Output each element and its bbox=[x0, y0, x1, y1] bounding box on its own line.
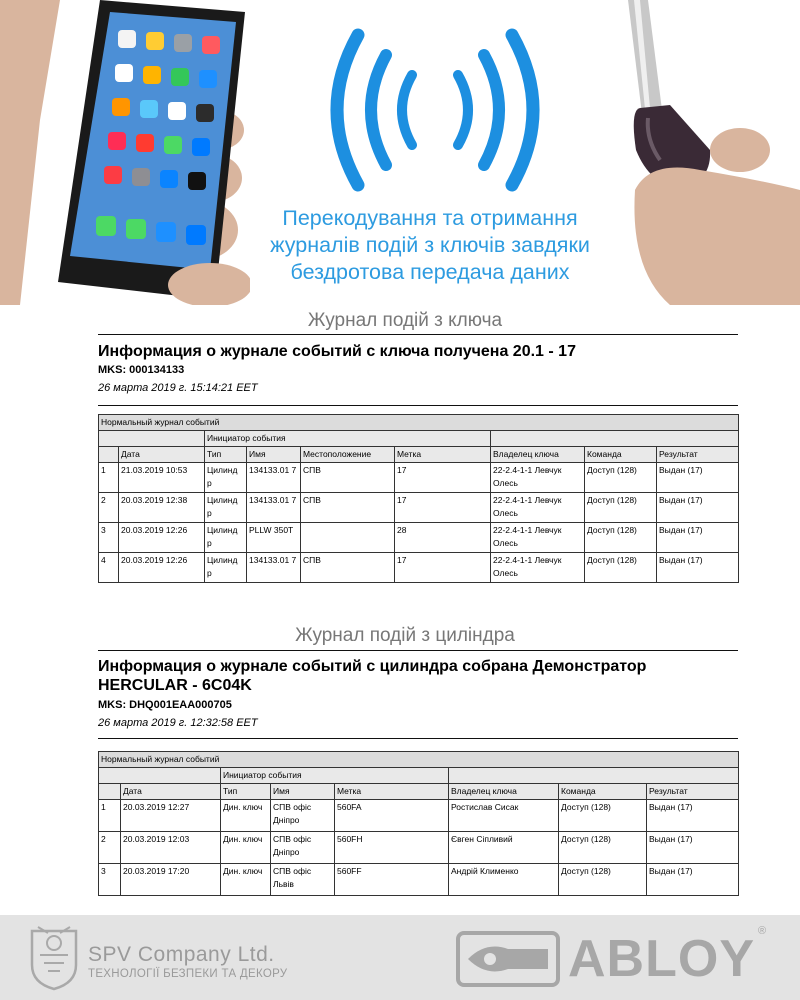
hero-banner bbox=[0, 0, 800, 305]
table-row bbox=[99, 493, 739, 523]
table-cell: Дин. ключ bbox=[221, 832, 271, 864]
divider bbox=[98, 650, 738, 651]
spv-tagline: ТЕХНОЛОГІЇ БЕЗПЕКИ ТА ДЕКОРУ bbox=[88, 968, 288, 980]
column-header: Метка bbox=[395, 447, 491, 463]
table-cell: 1 bbox=[99, 463, 119, 493]
key-log-heading: Журнал подій з ключа bbox=[307, 310, 503, 331]
table-row bbox=[99, 864, 739, 896]
table-cell: Цилинд р bbox=[205, 523, 247, 553]
table-cell: 2 bbox=[99, 832, 121, 864]
table-cell: СПВ офіс Дніпро bbox=[271, 800, 335, 832]
table-cell: 3 bbox=[99, 864, 121, 896]
table-row bbox=[99, 463, 739, 493]
table-group-row bbox=[99, 431, 739, 447]
table-cell: 20.03.2019 12:38 bbox=[119, 493, 205, 523]
table-cell: Выдан (17) bbox=[657, 523, 739, 553]
table-cell: 22-2.4-1-1 Левчук Олесь bbox=[491, 463, 585, 493]
column-header bbox=[99, 784, 121, 800]
spv-company-name: SPV Company Ltd. bbox=[88, 943, 275, 966]
table-cell: 17 bbox=[395, 553, 491, 583]
table-caption: Нормальный журнал событий bbox=[99, 415, 739, 431]
table-cell: СПВ офіс Львів bbox=[271, 864, 335, 896]
table-cell: СПВ bbox=[301, 553, 395, 583]
column-header: Дата bbox=[119, 447, 205, 463]
table-cell: 560FH bbox=[335, 832, 449, 864]
table-cell: Выдан (17) bbox=[647, 864, 739, 896]
table-row bbox=[99, 523, 739, 553]
table-cell: 17 bbox=[395, 463, 491, 493]
table-cell: 1 bbox=[99, 800, 121, 832]
table-cell: 22-2.4-1-1 Левчук Олесь bbox=[491, 493, 585, 523]
tagline-line-3: бездротова передача даних bbox=[290, 260, 570, 284]
table-cell: 134133.01 7 bbox=[247, 493, 301, 523]
column-header: Владелец ключа bbox=[449, 784, 559, 800]
table-cell: PLLW 350T bbox=[247, 523, 301, 553]
wireless-signal-icon bbox=[320, 25, 550, 205]
cylinder-mks: MKS: DHQ001EAA000705 bbox=[98, 699, 232, 711]
key-event-table bbox=[98, 414, 739, 583]
table-cell: Доступ (128) bbox=[585, 493, 657, 523]
initiator-header: Инициатор события bbox=[221, 768, 449, 784]
table-caption-row bbox=[99, 752, 739, 768]
spv-logo bbox=[88, 943, 287, 980]
table-cell: 3 bbox=[99, 523, 119, 553]
column-header: Имя bbox=[271, 784, 335, 800]
table-cell: Доступ (128) bbox=[559, 864, 647, 896]
table-caption: Нормальный журнал событий bbox=[99, 752, 739, 768]
table-cell: 22-2.4-1-1 Левчук Олесь bbox=[491, 553, 585, 583]
table-cell: Цилинд р bbox=[205, 553, 247, 583]
table-cell: Выдан (17) bbox=[647, 800, 739, 832]
table-cell: СПВ bbox=[301, 493, 395, 523]
table-cell: Выдан (17) bbox=[647, 832, 739, 864]
column-header: Владелец ключа bbox=[491, 447, 585, 463]
table-cell: Доступ (128) bbox=[559, 832, 647, 864]
cylinder-log-title: Информация о журнале событий с цилиндра собрана Демонстратор HERCULAR - 6C04K bbox=[98, 658, 647, 694]
tagline-line-2: журналів подій з ключів завдяки bbox=[270, 233, 590, 257]
table-cell: Выдан (17) bbox=[657, 493, 739, 523]
tagline-line-1: Перекодування та отримання bbox=[282, 206, 578, 230]
table-cell: Доступ (128) bbox=[585, 463, 657, 493]
column-header: Команда bbox=[559, 784, 647, 800]
table-header-row bbox=[99, 447, 739, 463]
divider bbox=[98, 334, 738, 335]
table-cell: Цилинд р bbox=[205, 463, 247, 493]
table-cell: Ростислав Сисак bbox=[449, 800, 559, 832]
spv-crest-logo-icon bbox=[28, 925, 80, 991]
table-cell: 17 bbox=[395, 493, 491, 523]
cylinder-event-table bbox=[98, 751, 739, 896]
table-group-row bbox=[99, 768, 739, 784]
table-cell: Цилинд р bbox=[205, 493, 247, 523]
column-header: Тип bbox=[205, 447, 247, 463]
column-header: Дата bbox=[121, 784, 221, 800]
divider bbox=[98, 405, 738, 406]
table-cell bbox=[301, 523, 395, 553]
smartphone-in-hand-image bbox=[0, 0, 250, 305]
cylinder-log-heading: Журнал подій з циліндра bbox=[295, 625, 515, 646]
table-cell: СПВ bbox=[301, 463, 395, 493]
key-log-title: Информация о журнале событий с ключа получена 20.1 - 17 bbox=[98, 343, 576, 360]
divider bbox=[98, 738, 738, 739]
table-cell: 21.03.2019 10:53 bbox=[119, 463, 205, 493]
table-caption-row bbox=[99, 415, 739, 431]
cylinder-log-date: 26 марта 2019 г. 12:32:58 EET bbox=[98, 717, 258, 729]
table-header-row bbox=[99, 784, 739, 800]
table-cell: Выдан (17) bbox=[657, 553, 739, 583]
column-header bbox=[99, 447, 119, 463]
table-cell: 4 bbox=[99, 553, 119, 583]
initiator-header: Инициатор события bbox=[205, 431, 491, 447]
table-row bbox=[99, 832, 739, 864]
table-cell: Дин. ключ bbox=[221, 864, 271, 896]
column-header: Имя bbox=[247, 447, 301, 463]
table-cell: 560FA bbox=[335, 800, 449, 832]
column-header: Тип bbox=[221, 784, 271, 800]
table-cell: Доступ (128) bbox=[585, 523, 657, 553]
registered-mark: ® bbox=[758, 925, 767, 937]
column-header: Местоположение bbox=[301, 447, 395, 463]
footer-brand-bar bbox=[0, 915, 800, 1000]
column-header: Метка bbox=[335, 784, 449, 800]
column-header: Результат bbox=[647, 784, 739, 800]
table-cell: Доступ (128) bbox=[585, 553, 657, 583]
hero-tagline bbox=[220, 205, 640, 286]
table-cell: 20.03.2019 12:03 bbox=[121, 832, 221, 864]
table-cell: 560FF bbox=[335, 864, 449, 896]
column-header: Результат bbox=[657, 447, 739, 463]
table-cell: 20.03.2019 17:20 bbox=[121, 864, 221, 896]
table-row bbox=[99, 553, 739, 583]
table-cell: 20.03.2019 12:26 bbox=[119, 553, 205, 583]
table-cell: СПВ офіс Дніпро bbox=[271, 832, 335, 864]
key-mks: MKS: 000134133 bbox=[98, 364, 185, 376]
table-row bbox=[99, 800, 739, 832]
abloy-key-logo-icon bbox=[456, 931, 560, 987]
abloy-logo-text: ABLOY bbox=[568, 930, 755, 988]
table-cell: 134133.01 7 bbox=[247, 553, 301, 583]
column-header: Команда bbox=[585, 447, 657, 463]
table-cell: Доступ (128) bbox=[559, 800, 647, 832]
table-cell: 22-2.4-1-1 Левчук Олесь bbox=[491, 523, 585, 553]
table-cell: 2 bbox=[99, 493, 119, 523]
table-cell: 28 bbox=[395, 523, 491, 553]
table-cell: 134133.01 7 bbox=[247, 463, 301, 493]
table-cell: 20.03.2019 12:27 bbox=[121, 800, 221, 832]
table-cell: Андрій Клименко bbox=[449, 864, 559, 896]
table-cell: Євген Сіпливий bbox=[449, 832, 559, 864]
table-cell: 20.03.2019 12:26 bbox=[119, 523, 205, 553]
key-log-date: 26 марта 2019 г. 15:14:21 EET bbox=[98, 382, 258, 394]
table-cell: Выдан (17) bbox=[657, 463, 739, 493]
table-cell: Дин. ключ bbox=[221, 800, 271, 832]
